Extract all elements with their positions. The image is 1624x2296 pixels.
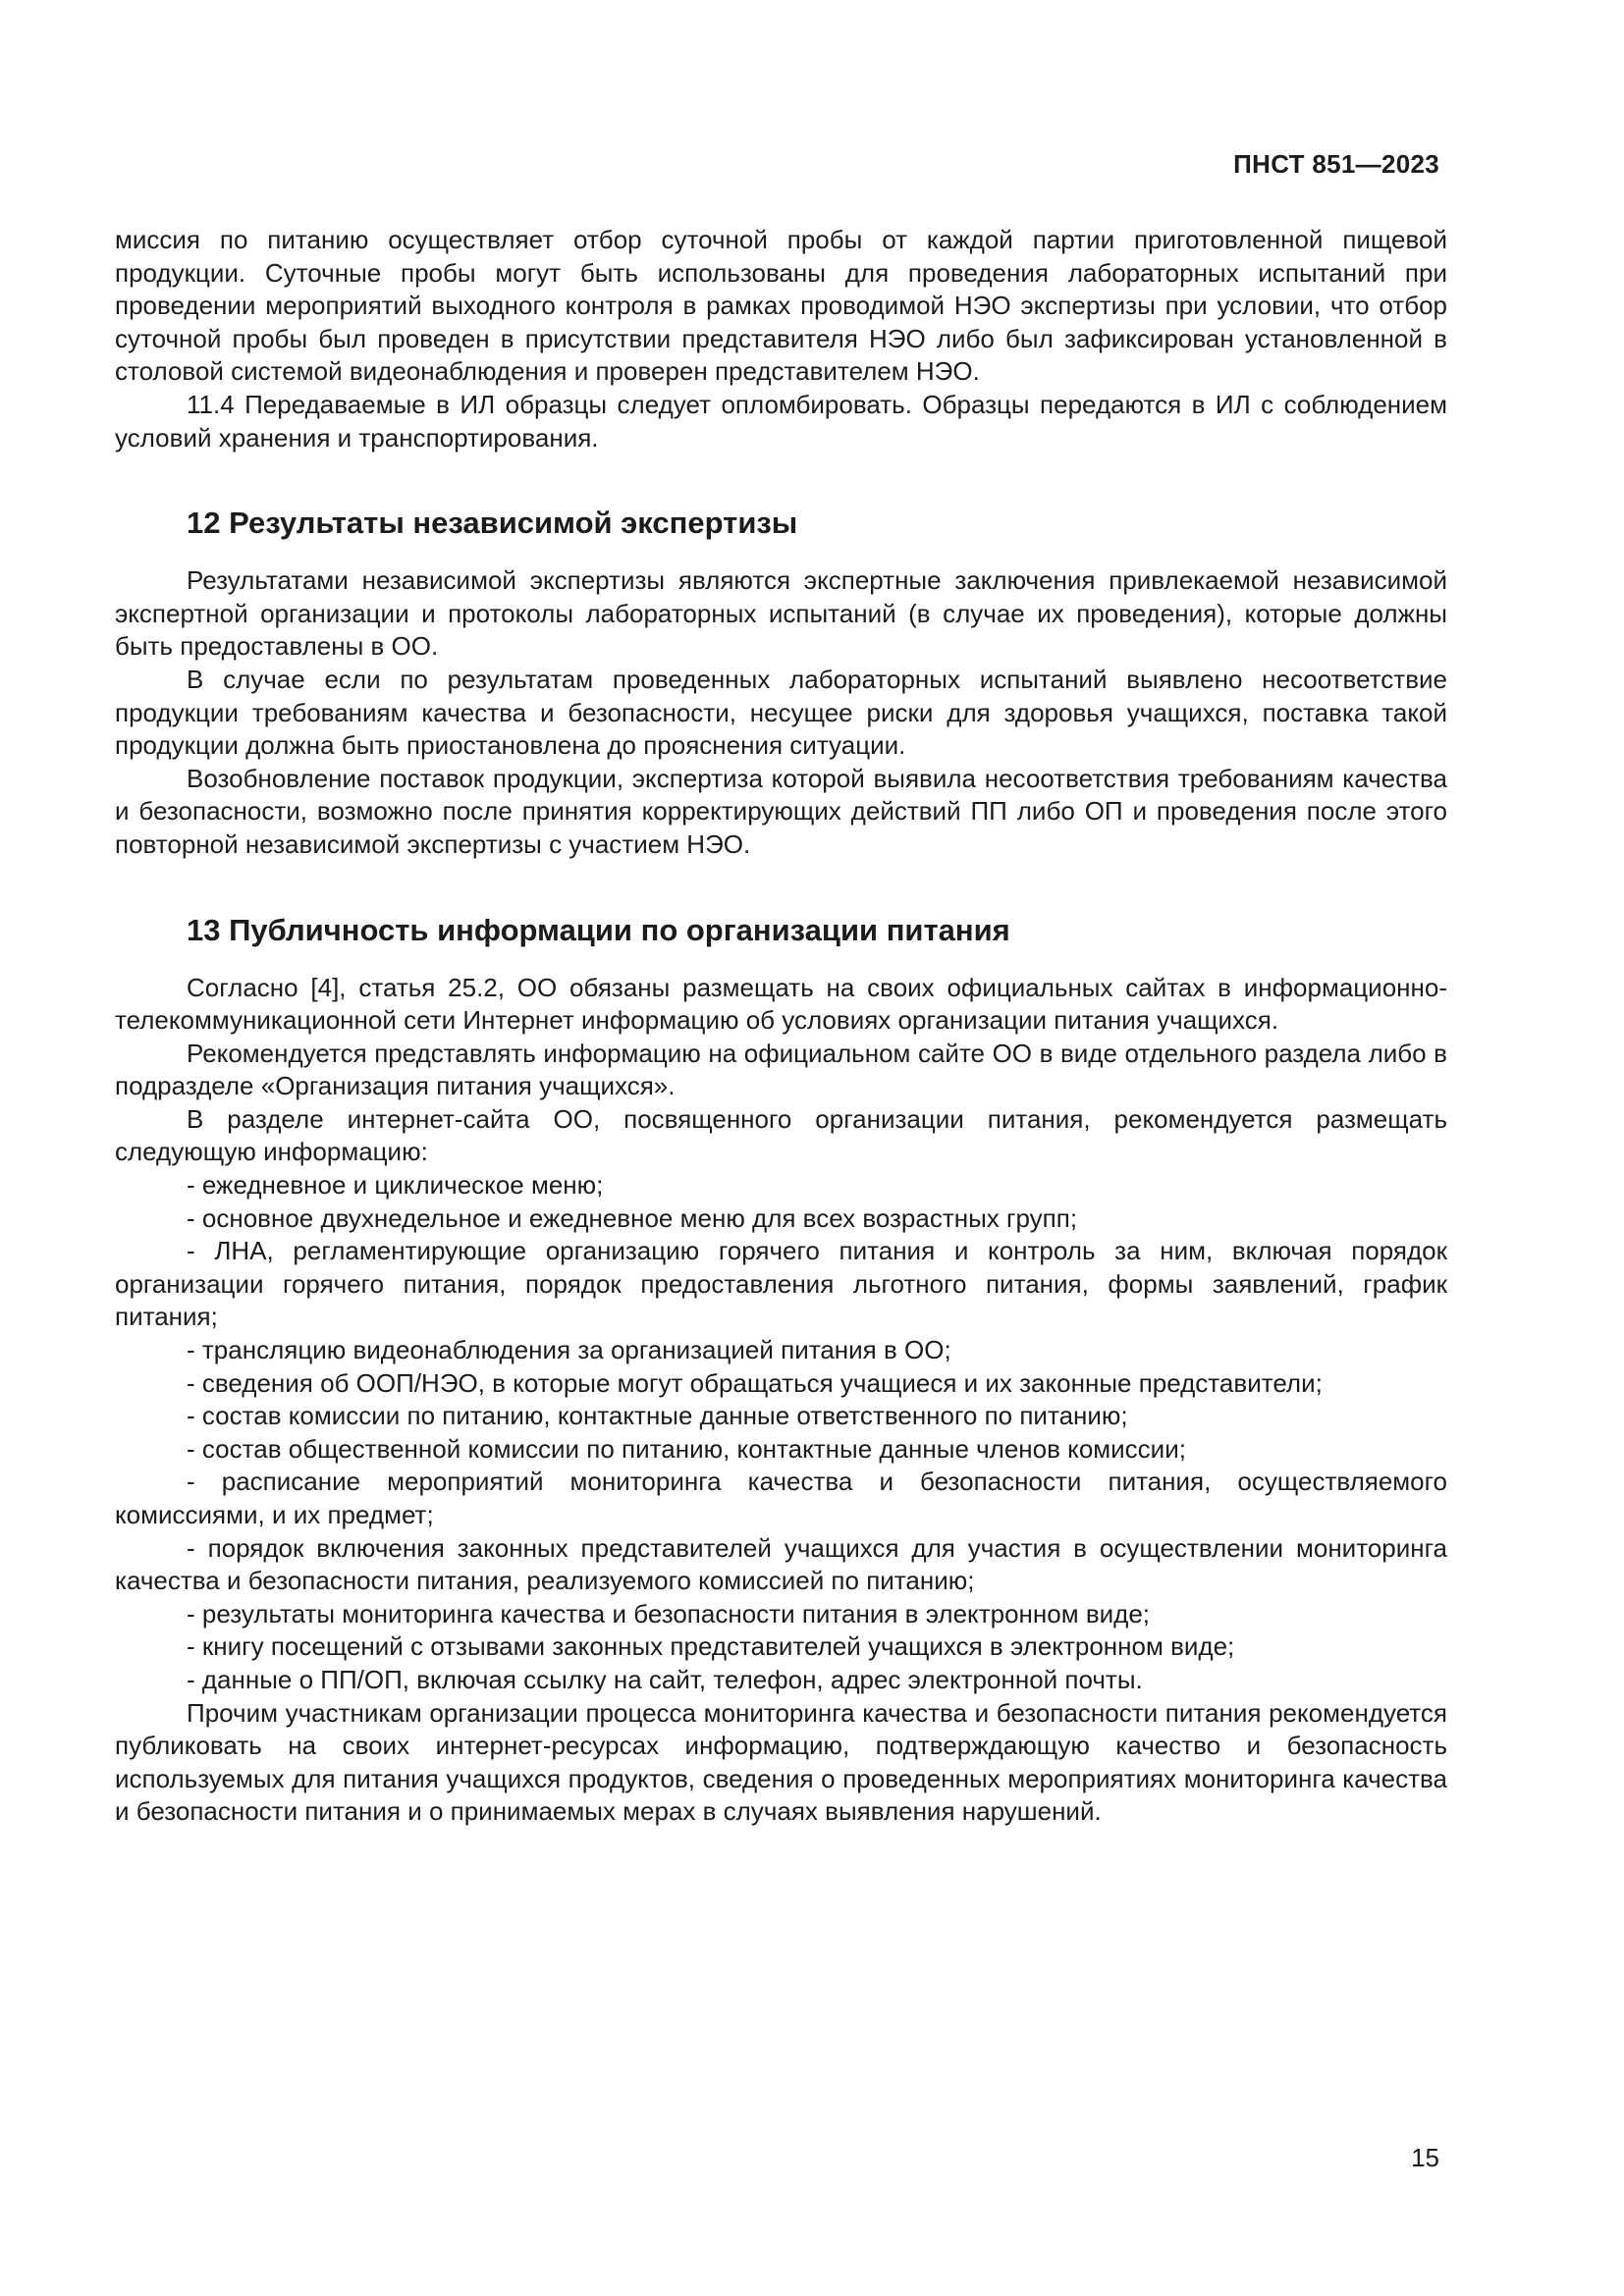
list-item: - результаты мониторинга качества и безопасности питания в электронном виде; xyxy=(187,1598,1151,1629)
page-number: 15 xyxy=(1411,2143,1439,2172)
list-item: - ЛНА, регламентирующие организацию горячего питания и контроль за ним, включая порядок организации горячего питания, порядок предоставления льготного питания, формы заявлений, график питания; xyxy=(115,1236,1447,1332)
section-12-title: 12 Результаты независимой экспертизы xyxy=(187,506,798,541)
section-13-paragraph: Рекомендуется представлять информацию на официальном сайте ОО в виде отдельного раздела либо в подразделе «Организация питания учащихся». xyxy=(115,1038,1447,1101)
paragraph-continued: миссия по питанию осуществляет отбор суточной пробы от каждой партии приготовленной пищевой продукции. Суточные пробы могут быть использованы для проведения лабораторных испытаний при проведении мероприятий выходного контроля в рамках проводимой НЭО экспертизы при условии, что отбор суточной пробы был проведен в присутствии представителя НЭО либо был зафиксирован установленной в столовой системой видеонаблюдения и проверен представителем НЭО. xyxy=(115,225,1447,387)
list-item: - данные о ПП/ОП, включая ссылку на сайт, телефон, адрес электронной почты. xyxy=(187,1664,1143,1694)
list-item: - сведения об ООП/НЭО, в которые могут обращаться учащиеся и их законные представители; xyxy=(187,1367,1323,1398)
list-item: - основное двухнедельное и ежедневное меню для всех возрастных групп; xyxy=(187,1202,1078,1233)
section-13-title: 13 Публичность информации по организации питания xyxy=(187,912,1010,947)
section-13-closing: Прочим участникам организации процесса мониторинга качества и безопасности питания рекомендуется публиковать на своих интернет-ресурсах информацию, подтверждающую качество и безопасность используемых для питания учащихся продуктов, сведения о проведенных мероприятиях мониторинга качества и безопасности питания и о принимаемых мерах в случаях выявления нарушений. xyxy=(115,1697,1447,1827)
section-12-paragraph: В случае если по результатам проведенных лабораторных испытаний выявлено несоответствие продукции требованиям качества и безопасности, несущее риски для здоровья учащихся, поставка такой продукции должна быть приостановлена до прояснения ситуации. xyxy=(115,664,1447,761)
list-item: - трансляцию видеонаблюдения за организацией питания в ОО; xyxy=(187,1335,951,1365)
page-content xyxy=(115,224,1447,1829)
info-list xyxy=(115,1169,1447,1697)
section-12-paragraph: Результатами независимой экспертизы являются экспертные заключения привлекаемой независимой экспертной организации и протоколы лабораторных испытаний (в случае их проведения), которые должны быть предоставлены в ОО. xyxy=(115,565,1447,662)
list-item: - ежедневное и циклическое меню; xyxy=(187,1170,604,1201)
list-item: - состав общественной комиссии по питанию, контактные данные членов комиссии; xyxy=(187,1433,1186,1464)
list-item: - порядок включения законных представителей учащихся для участия в осуществлении мониторинга качества и безопасности питания, реализуемого комиссией по питанию; xyxy=(115,1532,1447,1596)
paragraph-11-4: 11.4 Передаваемые в ИЛ образцы следует опломбировать. Образцы передаются в ИЛ с соблюдением условий хранения и транспортирования. xyxy=(115,389,1447,453)
list-item: - состав комиссии по питанию, контактные данные ответственного по питанию; xyxy=(187,1401,1128,1431)
section-12-paragraph: Возобновление поставок продукции, экспертиза которой выявила несоответствия требованиям качества и безопасности, возможно после принятия корректирующих действий ПП либо ОП и проведения после этого повторной независимой экспертизы с участием НЭО. xyxy=(115,763,1447,859)
section-13-paragraph: В разделе интернет-сайта ОО, посвященного организации питания, рекомендуется размещать следующую информацию: xyxy=(115,1103,1447,1167)
document-code: ПНСТ 851—2023 xyxy=(1233,149,1439,179)
section-13-paragraph: Согласно [4], статья 25.2, ОО обязаны размещать на своих официальных сайтах в информационно-телекоммуникационной сети Интернет информацию об условиях организации питания учащихся. xyxy=(115,972,1447,1036)
list-item: - расписание мероприятий мониторинга качества и безопасности питания, осуществляемого комиссиями, и их предмет; xyxy=(115,1467,1447,1529)
list-item: - книгу посещений с отзывами законных представителей учащихся в электронном виде; xyxy=(187,1631,1235,1662)
